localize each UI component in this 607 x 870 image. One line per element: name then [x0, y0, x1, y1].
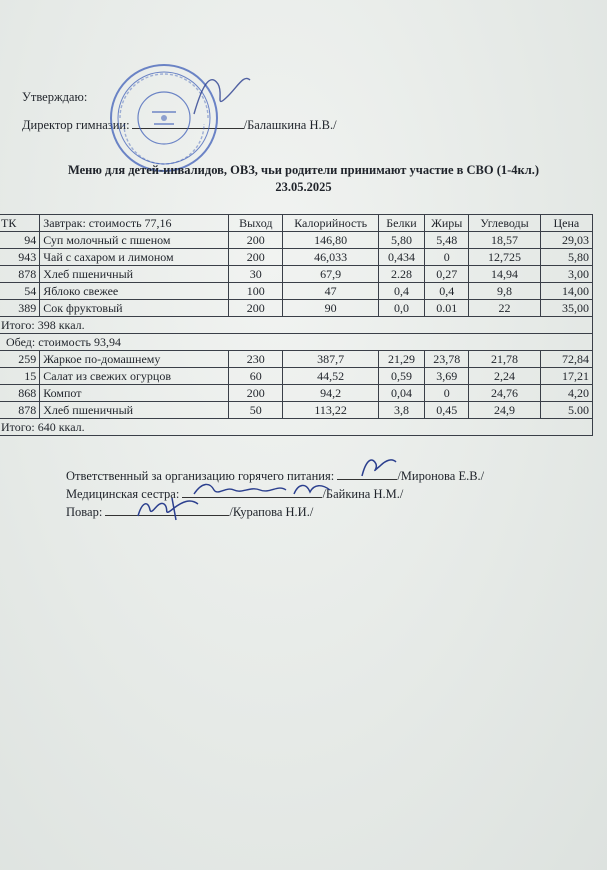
nurse-signature-icon [190, 478, 340, 500]
tk-cell: 868 [0, 385, 40, 402]
carbs-cell: 18,57 [469, 232, 540, 249]
dish-name-cell: Суп молочный с пшеном [40, 232, 229, 249]
protein-cell: 3,8 [378, 402, 424, 419]
col-output: Выход [229, 215, 283, 232]
protein-cell: 5,80 [378, 232, 424, 249]
carbs-cell: 24,9 [469, 402, 540, 419]
tk-cell: 94 [0, 232, 40, 249]
breakfast-total-row [0, 317, 593, 334]
output-cell: 100 [229, 283, 283, 300]
protein-cell: 0,04 [378, 385, 424, 402]
output-cell: 60 [229, 368, 283, 385]
page-title [0, 162, 607, 196]
carbs-cell: 14,94 [469, 266, 540, 283]
price-cell: 29,03 [540, 232, 592, 249]
fat-cell: 23,78 [425, 351, 469, 368]
protein-cell: 21,29 [378, 351, 424, 368]
table-row [0, 283, 593, 300]
protein-cell: 0,434 [378, 249, 424, 266]
tk-cell: 943 [0, 249, 40, 266]
price-cell: 4,20 [540, 385, 592, 402]
fat-cell: 0 [425, 385, 469, 402]
carbs-cell: 9,8 [469, 283, 540, 300]
output-cell: 200 [229, 300, 283, 317]
dish-name-cell: Хлеб пшеничный [40, 402, 229, 419]
carbs-cell: 21,78 [469, 351, 540, 368]
dish-name-cell: Салат из свежих огурцов [40, 368, 229, 385]
fat-cell: 3,69 [425, 368, 469, 385]
table-row [0, 300, 593, 317]
col-breakfast: Завтрак: стоимость 77,16 [40, 215, 229, 232]
price-cell: 17,21 [540, 368, 592, 385]
col-calories: Калорийность [283, 215, 378, 232]
lunch-header-row [0, 334, 593, 351]
director-label: Директор гимназии: [22, 118, 130, 132]
nurse-name: /Байкина Н.М./ [322, 487, 404, 501]
tk-cell: 878 [0, 402, 40, 419]
title-line-1: Меню для детей-инвалидов, ОВЗ, чьи родители принимают участие в СВО (1-4кл.) [67, 163, 540, 177]
table-row [0, 402, 593, 419]
output-cell: 30 [229, 266, 283, 283]
dish-name-cell: Хлеб пшеничный [40, 266, 229, 283]
output-cell: 200 [229, 385, 283, 402]
cook-signature-icon [132, 494, 212, 522]
carbs-cell: 22 [469, 300, 540, 317]
table-row [0, 249, 593, 266]
calories-cell: 47 [283, 283, 378, 300]
col-carbs: Углеводы [469, 215, 540, 232]
table-row [0, 232, 593, 249]
carbs-cell: 12,725 [469, 249, 540, 266]
price-cell: 35,00 [540, 300, 592, 317]
fat-cell: 0,45 [425, 402, 469, 419]
responsible-label: Ответственный за организацию горячего питания: [66, 469, 335, 483]
col-fat: Жиры [425, 215, 469, 232]
table-row [0, 385, 593, 402]
output-cell: 200 [229, 232, 283, 249]
price-cell: 5,80 [540, 249, 592, 266]
table-header-row [0, 215, 593, 232]
tk-cell: 389 [0, 300, 40, 317]
fat-cell: 5,48 [425, 232, 469, 249]
price-cell: 3,00 [540, 266, 592, 283]
carbs-cell: 24,76 [469, 385, 540, 402]
calories-cell: 46,033 [283, 249, 378, 266]
dish-name-cell: Сок фруктовый [40, 300, 229, 317]
protein-cell: 0,4 [378, 283, 424, 300]
title-date: 23.05.2025 [275, 180, 332, 194]
col-tk: ТК [0, 215, 40, 232]
director-name: /Балашкина Н.В./ [243, 118, 337, 132]
table-row [0, 368, 593, 385]
price-cell: 72,84 [540, 351, 592, 368]
calories-cell: 387,7 [283, 351, 378, 368]
calories-cell: 67,9 [283, 266, 378, 283]
lunch-label: Обед: стоимость 93,94 [0, 334, 593, 351]
breakfast-total: Итого: 398 ккал. [0, 317, 593, 334]
fat-cell: 0,4 [425, 283, 469, 300]
calories-cell: 113,22 [283, 402, 378, 419]
dish-name-cell: Яблоко свежее [40, 283, 229, 300]
tk-cell: 259 [0, 351, 40, 368]
protein-cell: 2.28 [378, 266, 424, 283]
tk-cell: 54 [0, 283, 40, 300]
director-signature-icon [188, 66, 258, 126]
output-cell: 200 [229, 249, 283, 266]
fat-cell: 0 [425, 249, 469, 266]
dish-name-cell: Чай с сахаром и лимоном [40, 249, 229, 266]
cook-name: /Курапова Н.И./ [229, 505, 314, 519]
lunch-total-row [0, 419, 593, 436]
dish-name-cell: Компот [40, 385, 229, 402]
cook-label: Повар: [66, 505, 103, 519]
approve-label: Утверждаю: [22, 90, 88, 104]
table-row [0, 351, 593, 368]
calories-cell: 90 [283, 300, 378, 317]
output-cell: 50 [229, 402, 283, 419]
menu-table [0, 214, 593, 436]
lunch-total: Итого: 640 ккал. [0, 419, 593, 436]
col-protein: Белки [378, 215, 424, 232]
responsible-name: /Миронова Е.В./ [397, 469, 485, 483]
protein-cell: 0,59 [378, 368, 424, 385]
price-cell: 5.00 [540, 402, 592, 419]
responsible-signature-icon [356, 452, 402, 482]
dish-name-cell: Жаркое по-домашнему [40, 351, 229, 368]
calories-cell: 44,52 [283, 368, 378, 385]
calories-cell: 146,80 [283, 232, 378, 249]
fat-cell: 0,27 [425, 266, 469, 283]
table-row [0, 266, 593, 283]
carbs-cell: 2,24 [469, 368, 540, 385]
tk-cell: 15 [0, 368, 40, 385]
output-cell: 230 [229, 351, 283, 368]
calories-cell: 94,2 [283, 385, 378, 402]
price-cell: 14,00 [540, 283, 592, 300]
col-price: Цена [540, 215, 592, 232]
tk-cell: 878 [0, 266, 40, 283]
nurse-label: Медицинская сестра: [66, 487, 180, 501]
fat-cell: 0.01 [425, 300, 469, 317]
protein-cell: 0,0 [378, 300, 424, 317]
